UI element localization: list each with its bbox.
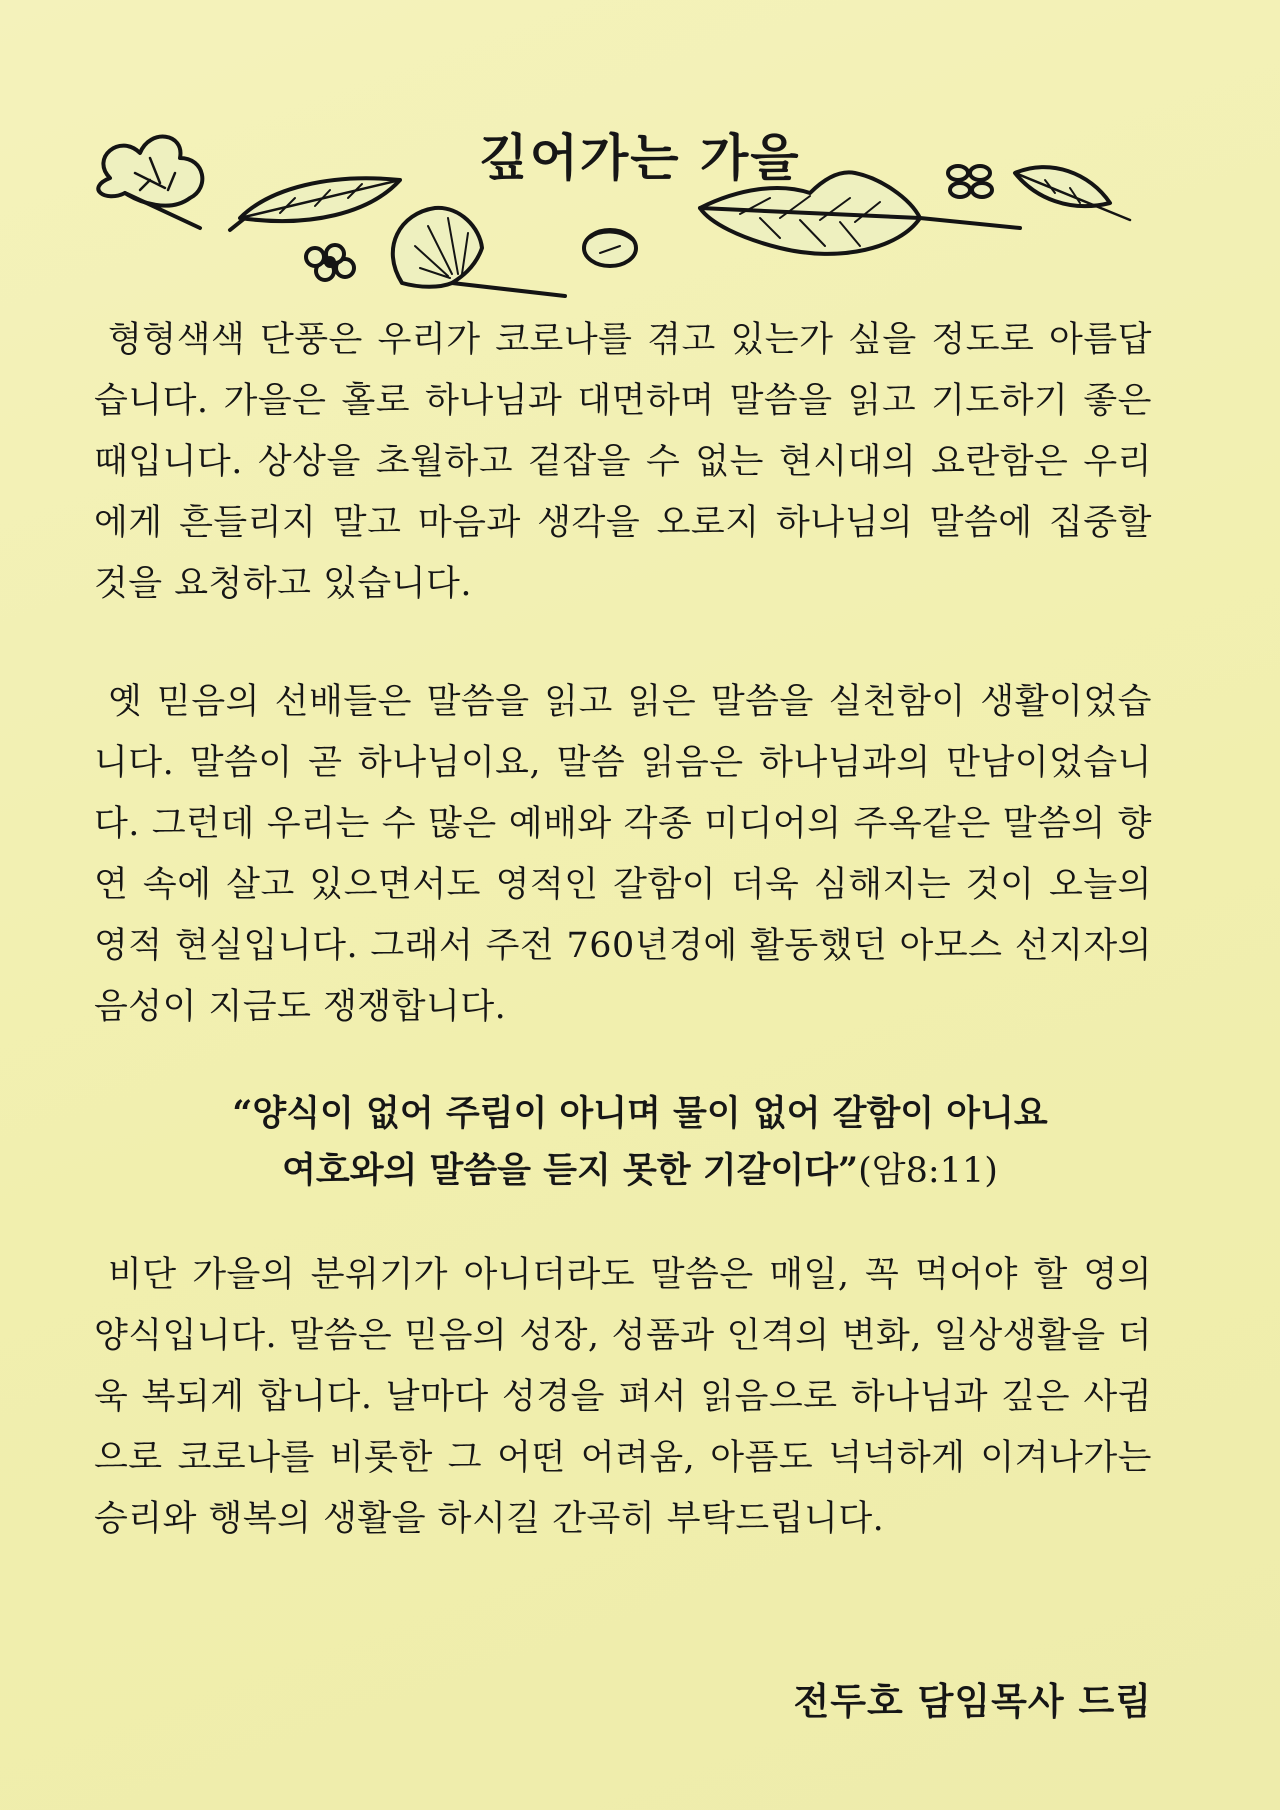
leaf-decoration-svg xyxy=(80,118,1150,318)
scripture-quote xyxy=(0,1085,1280,1200)
willow-leaf-icon xyxy=(230,178,400,230)
maple-leaf-icon xyxy=(98,137,202,228)
acorn-icon xyxy=(584,230,636,266)
flower-icon xyxy=(306,245,354,280)
leaf-decoration xyxy=(80,118,1150,318)
paragraph-faith-ancestors: 옛 믿음의 선배들은 말씀을 읽고 읽은 말씀을 실천함이 생활이었습니다. 말씀이 곧 하나님이요, 말씀 읽음은 하나님과의 만남이었습니다. 그런데 우리는 수 많은 예배와 각종 미디어의 주옥같은 말씀의 향연 속에 살고 있으면서도 영적인 갈함이 더욱 심해지는 것이 오늘의 영적 현실입니다. 그래서 주전 760년경에 활동했던 아모스 선지자의 음성이 지금도 쟁쟁합니다. xyxy=(94,682,1152,1027)
quote-reference: (암8:11) xyxy=(858,1151,998,1191)
quote-line-1: “양식이 없어 주림이 아니며 물이 없어 갈함이 아니요 xyxy=(232,1093,1048,1134)
quote-line-2-wrapper xyxy=(0,1142,1280,1200)
paragraph-autumn-reflection: 형형색색 단풍은 우리가 코로나를 겪고 있는가 싶을 정도로 아름답습니다. 가을은 홀로 하나님과 대면하며 말씀을 읽고 기도하기 좋은 때입니다. 상상을 초월하고 겉잡을 수 없는 현시대의 요란함은 우리에게 흔들리지 말고 마음과 생각을 오로지 하나님의 말씀에 집중할 것을 요청하고 있습니다. xyxy=(94,320,1152,604)
page-title: 깊어가는 가을 xyxy=(479,128,801,187)
signature: 전두호 담임목사 드림 xyxy=(793,1679,1152,1723)
quote-line-2: 여호와의 말씀을 듣지 못한 기갈이다” xyxy=(282,1150,859,1191)
paragraph-daily-word: 비단 가을의 분위기가 아니더라도 말씀은 매일, 꼭 먹어야 할 영의 양식입니다. 말씀은 믿음의 성장, 성품과 인격의 변화, 일상생활을 더욱 복되게 합니다. 날마다 성경을 펴서 읽음으로 하나님과 깊은 사귐으로 코로나를 비롯한 그 어떤 어려움, 아픔도 넉넉하게 이겨나가는 승리와 행복의 생활을 하시길 간곡히 부탁드립니다. xyxy=(94,1255,1152,1539)
small-leaf-icon xyxy=(1015,167,1130,220)
clover-icon xyxy=(948,166,992,197)
ginkgo-leaf-icon xyxy=(393,208,565,296)
poplar-leaf-icon xyxy=(700,172,1020,254)
